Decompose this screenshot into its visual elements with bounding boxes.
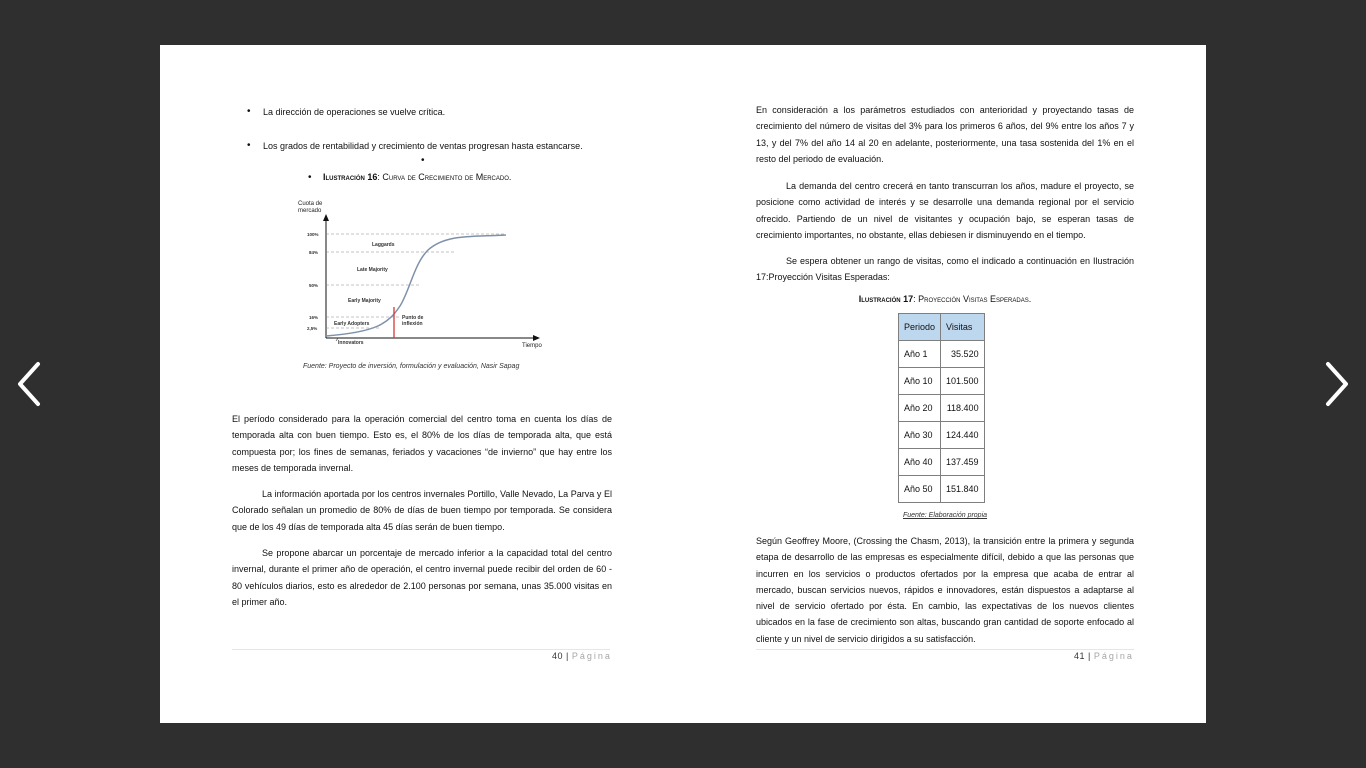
paragraph-1: El período considerado para la operación comercial del centro toma en cuenta los días de temporada alta con buen tiempo. Esto es, el 80% de los días de temporada alta, que está compuesta por; los fines de semanas, feriados y vacaciones “de invierno” que hay entre los meses de temporada invernal. [232, 414, 612, 473]
cell-visits: 118.400 [941, 395, 985, 422]
previous-page-button[interactable] [16, 360, 46, 408]
footer-rule [756, 649, 1134, 650]
cell-period: Año 50 [899, 476, 941, 503]
cell-period: Año 10 [899, 368, 941, 395]
cell-visits: 35.520 [941, 341, 985, 368]
y-tick-50: 50% [309, 283, 319, 288]
paragraph-4: Según Geoffrey Moore, (Crossing the Chasm, 2013), la transición entre la primera y segunda etapa de desarrollo de las empresas es especialmente difícil, debido a que las personas que incurren en los servicios o productos ofertados por la empresa que acaba de entrar al mercado, buscan servicios nuevos, rápidos e innovadores, están dispuestos a adaptarse al nivel de servicio ofertado por ésta. En cambio, las expectativas de los nuevos clientes ubicados en la fase de crecimiento son altas, buscando gran cantidad de soporte enfocado al cliente y un nivel de servicio dirigidos a su satisfacción. [756, 536, 1134, 644]
page-number-value: 40 [552, 651, 564, 661]
figure-caption-sep: : [377, 172, 383, 182]
table-header-row [899, 314, 985, 341]
y-tick-100: 100% [307, 232, 319, 237]
cell-period: Año 30 [899, 422, 941, 449]
page-number-sep: | [563, 651, 572, 661]
page-number [1074, 651, 1134, 661]
y-tick-84: 84% [309, 250, 319, 255]
cell-visits: 101.500 [941, 368, 985, 395]
table-caption-title: Proyección Visitas Esperadas. [918, 294, 1032, 304]
page-41 [756, 45, 1134, 723]
y-axis-arrow-icon [323, 214, 329, 221]
table-row [899, 395, 985, 422]
empty-bullet: • [421, 155, 425, 166]
table-caption-sep: : [913, 294, 919, 304]
page-word: Página [1093, 651, 1134, 661]
cell-period: Año 40 [899, 449, 941, 476]
x-axis-label: Tiempo [522, 343, 542, 349]
bullet-item: • Los grados de rentabilidad y crecimiento de ventas progresan hasta estancarse. [232, 138, 612, 154]
segment-innovators: Innovators [338, 340, 364, 346]
paragraph-2: La demanda del centro crecerá en tanto transcurran los años, madure el proyecto, se posicione como actividad de interés y se desarrolle una demanda regional por el servicio ofrecido. Partiendo de un nivel de visitantes y ocupación bajo, se esperan tasas de crecimiento importantes, no obstante, ellas debiesen ir disminuyendo en el tiempo. [756, 181, 1134, 240]
segment-early-majority: Early Majority [348, 298, 381, 304]
page-number-value: 41 [1074, 651, 1086, 661]
y-axis-label: Cuota de mercado [298, 201, 323, 214]
visits-table [898, 313, 985, 503]
page-number-sep: | [1085, 651, 1094, 661]
table-row [899, 476, 985, 503]
page-number [552, 651, 612, 661]
level-lines [326, 234, 506, 328]
cell-visits: 151.840 [941, 476, 985, 503]
segment-laggards: Laggards [372, 242, 395, 248]
paragraph-2: La información aportada por los centros invernales Portillo, Valle Nevado, La Parva y El Colorado señalan un promedio de 80% de días de buen tiempo por temporada. Se considera que de los 49 días de temporada alta 45 días serán de buen tiempo. [232, 489, 612, 532]
table-row [899, 422, 985, 449]
figure-caption-label: Ilustración 16 [323, 172, 378, 182]
table-caption-label: Ilustración 17 [858, 294, 914, 304]
paragraph-1: En consideración a los parámetros estudiados con anterioridad y proyectando tasas de crecimiento del número de visitas del 3% para los primeros 6 años, del 9% entre los años 7 y 13, y del 7% del año 14 al 20 en adelante, posteriormente, una tasa sostenida del 1% en el resto del periodo de evaluación. [756, 105, 1134, 164]
paragraph-3: Se propone abarcar un porcentaje de mercado inferior a la capacidad total del centro invernal, durante el primer año de operación, el centro invernal puede recibir del orden de 60 - 80 vehículos diarios, esto es alrededor de 2.100 personas por semana, unas 35.000 visitas en el primer año. [232, 548, 612, 607]
y-tick-16: 16% [309, 315, 319, 320]
table-caption [756, 294, 1134, 304]
header-visitas: Visitas [941, 314, 985, 341]
figure-caption-title: Curva de Crecimiento de Mercado. [382, 172, 512, 182]
y-tick-2-5: 2,5% [307, 326, 318, 331]
bullet-list [232, 104, 612, 155]
market-growth-chart [296, 198, 546, 350]
cell-period: Año 20 [899, 395, 941, 422]
cell-period: Año 1 [899, 341, 941, 368]
inflection-label: Punto de inflexión [402, 315, 424, 327]
table-source: Fuente: Elaboración propia [902, 512, 988, 519]
chevron-right-icon [1320, 360, 1350, 408]
table-row [899, 368, 985, 395]
segment-early-adopters: Early Adopters [334, 321, 370, 327]
x-axis-arrow-icon [533, 335, 540, 341]
figure-source: Fuente: Proyecto de inversión, formulación y evaluación, Nasir Sapag [303, 363, 520, 370]
page-word: Página [571, 651, 612, 661]
footer-rule [232, 649, 610, 650]
table-row [899, 341, 985, 368]
paragraph-3: Se espera obtener un rango de visitas, como el indicado a continuación en Ilustración 17:Proyección Visitas Esperadas: [756, 256, 1134, 283]
table-row [899, 449, 985, 476]
cell-visits: 137.459 [941, 449, 985, 476]
cell-visits: 124.440 [941, 422, 985, 449]
page-40: • La dirección de operaciones se vuelve crítica. • Los grados de rentabilidad y crecimiento de ventas progresan hasta estancarse. • • Ilustración 16: Curva de Crecimiento de Mercado. Cuota de mercado Tiempo 100% 84% 50% 16% 2,5% Laggards Late Majority Early Majority Early Adopters Innovators Punto de inflexión Fuente: Proyecto de inversión, formulación y evaluación, Nasir Sapag El período considerado para la operación comercial del centro toma en cuenta los días de temporada alta con buen tiempo. Esto es, el 80% de los días de temporada alta, que está compuesta por; los fines de semanas, feriados y vacaciones “de invierno” que hay entre los meses de temporada invernal. La información aportada por los centros invernales Portillo, Valle Nevado, La Parva y El Colorado señalan un promedio de 80% de días de buen tiempo por temporada. Se considera que de los 49 días de temporada alta 45 días serán de buen tiempo. Se propone abarcar un porcentaje de mercado inferior a la capacidad total del centro invernal, durante el primer año de operación, el centro invernal puede recibir del orden de 60 - 80 vehículos diarios, esto es alrededor de 2.100 personas por semana, unas 35.000 visitas en el primer año. 40 | Página [232, 45, 612, 723]
segment-late-majority: Late Majority [357, 267, 388, 273]
document-spread [160, 45, 1206, 723]
bullet-item: • La dirección de operaciones se vuelve crítica. [232, 104, 612, 120]
header-periodo: Periodo [899, 314, 941, 341]
next-page-button[interactable] [1320, 360, 1350, 408]
chevron-left-icon [16, 360, 46, 408]
